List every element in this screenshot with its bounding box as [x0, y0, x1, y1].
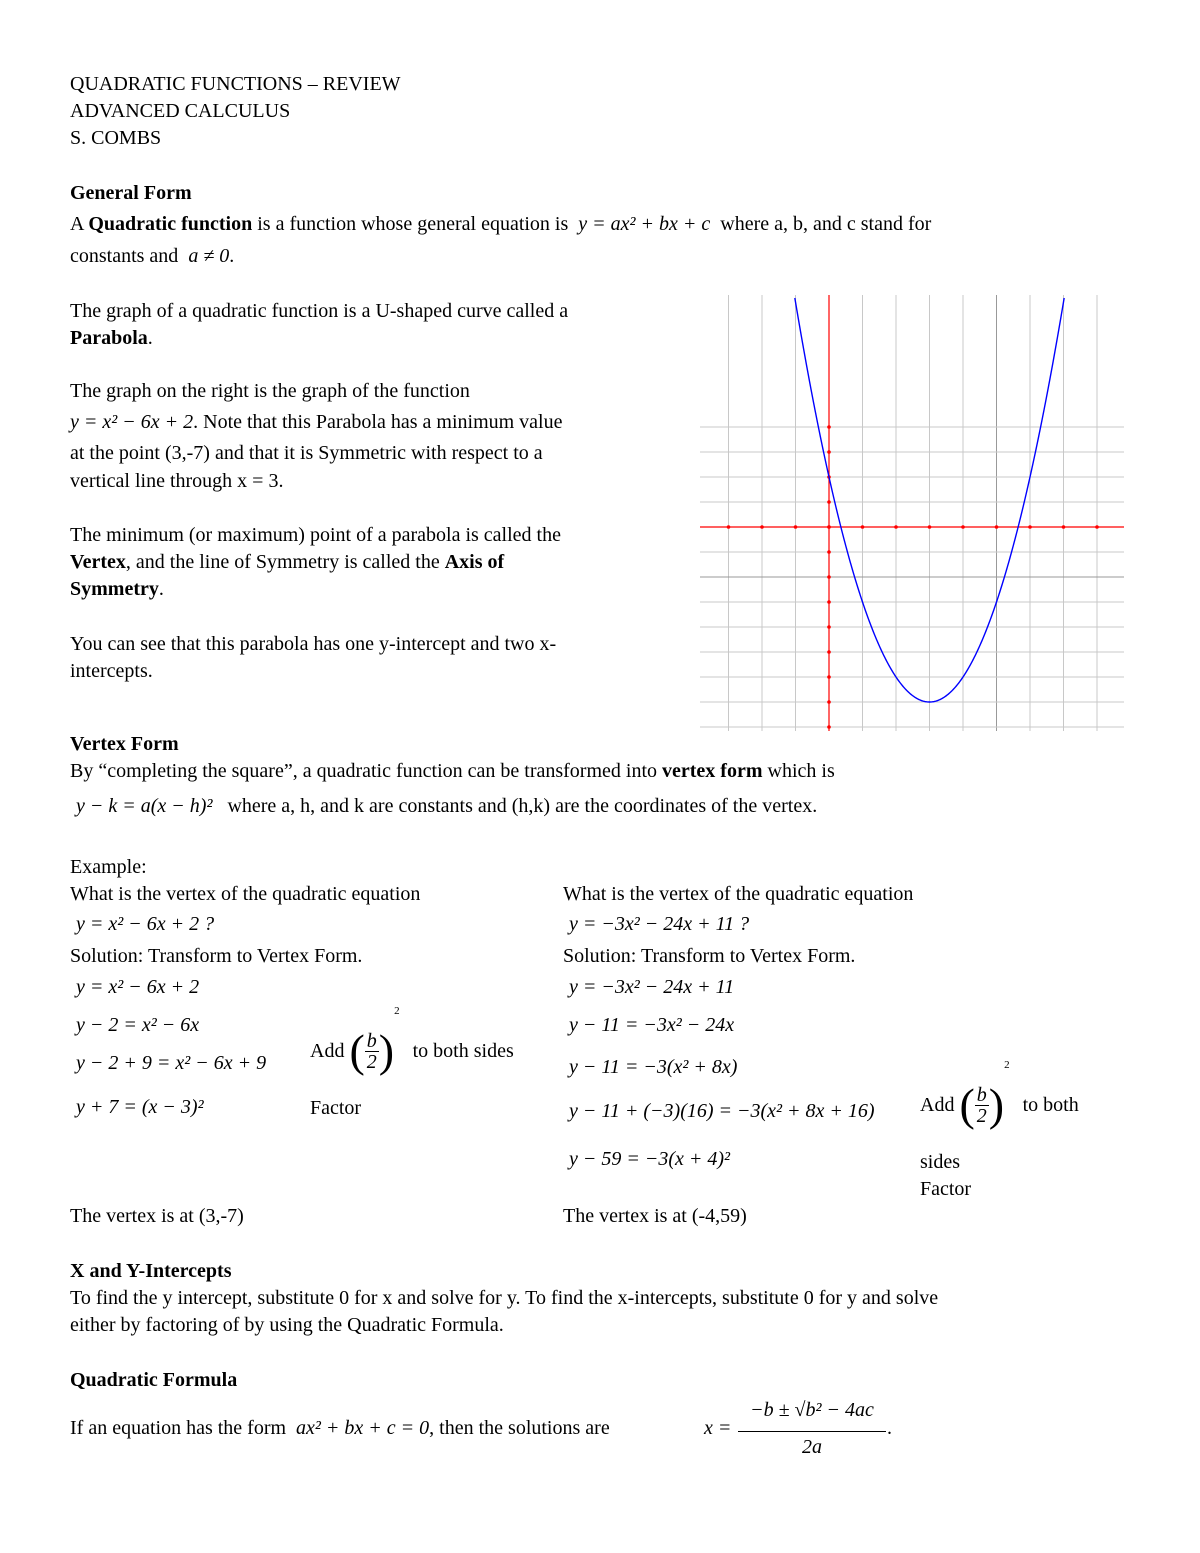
general-form-heading: General Form — [70, 182, 192, 204]
symmetry-term: Symmetry. — [70, 578, 164, 600]
left-question: What is the vertex of the quadratic equation — [70, 883, 421, 905]
parabola-text-1: The graph of a quadratic function is a U-shaped curve called a — [70, 300, 569, 322]
y-tick — [827, 525, 831, 529]
y-tick — [827, 550, 831, 554]
x-tick — [1028, 525, 1032, 529]
y-tick — [827, 425, 831, 429]
right-question: What is the vertex of the quadratic equation — [563, 883, 914, 905]
formula-period: . — [887, 1417, 892, 1439]
left-step-3: y − 2 + 9 = x² − 6x + 9 — [76, 1052, 267, 1074]
graph-function-eq: y = x² − 6x + 2. Note that this Parabola has a minimum value — [70, 411, 563, 433]
y-tick — [827, 500, 831, 504]
x-tick — [861, 525, 865, 529]
graph-grid — [700, 295, 1124, 731]
left-add-note: Add ( $\frac{b}{2}$ )$^2$ to both sides — [310, 1005, 514, 1076]
example-label: Example: — [70, 856, 147, 878]
right-step-5: y − 59 = −3(x + 4)² — [569, 1148, 731, 1170]
left-factor-note: Factor — [310, 1097, 362, 1119]
vertex-term-line: Vertex, and the line of Symmetry is called the Axis of — [70, 551, 505, 573]
general-form-line1: A Quadratic function is a function whose general equation is y = ax² + bx + c where a, b, and c stand for — [70, 213, 932, 235]
formula-denominator: 2a — [802, 1436, 822, 1458]
x-tick — [794, 525, 798, 529]
vertex-form-equation: y − k = a(x − h)² — [76, 795, 213, 817]
author: S. COMBS — [70, 127, 162, 149]
parabola-term: Parabola. — [70, 327, 153, 349]
y-tick — [827, 600, 831, 604]
course-name: ADVANCED CALCULUS — [70, 100, 291, 122]
x-tick — [1062, 525, 1066, 529]
left-answer: The vertex is at (3,-7) — [70, 1205, 244, 1227]
right-step-4: y − 11 + (−3)(16) = −3(x² + 8x + 16) — [569, 1100, 875, 1122]
right-step-3: y − 11 = −3(x² + 8x) — [569, 1056, 738, 1078]
left-step-1: y = x² − 6x + 2 — [76, 976, 200, 998]
right-step-1: y = −3x² − 24x + 11 — [569, 976, 735, 998]
intercepts-line1: To find the y intercept, substitute 0 for x and solve for y. To find the x-intercepts, substitute 0 for y and solve — [70, 1287, 939, 1309]
right-step-2: y − 11 = −3x² − 24x — [569, 1014, 735, 1036]
quadratic-formula-heading: Quadratic Formula — [70, 1369, 238, 1391]
graph-function-text: The graph on the right is the graph of the function — [70, 380, 470, 402]
left-step-4: y + 7 = (x − 3)² — [76, 1096, 204, 1118]
right-solution: Solution: Transform to Vertex Form. — [563, 945, 856, 967]
x-tick — [894, 525, 898, 529]
intercepts-heading: X and Y-Intercepts — [70, 1260, 232, 1282]
right-factor-note: Factor — [920, 1178, 972, 1200]
x-tick — [961, 525, 965, 529]
graph-vertex-text: at the point (3,-7) and that it is Symmetric with respect to a — [70, 442, 543, 464]
graph-symmetry-text: vertical line through x = 3. — [70, 470, 284, 492]
y-tick — [827, 625, 831, 629]
general-equation: y = ax² + bx + c — [578, 213, 711, 235]
right-sides-note: sides — [920, 1151, 960, 1173]
x-tick — [727, 525, 731, 529]
right-add-note: Add ( $\frac{b}{2}$ )$^2$ to both — [920, 1059, 1079, 1130]
y-tick — [827, 675, 831, 679]
y-tick — [827, 650, 831, 654]
y-tick — [827, 450, 831, 454]
intercepts-note-1: You can see that this parabola has one y-intercept and two x- — [70, 633, 557, 655]
formula-fraction-bar — [738, 1431, 886, 1432]
formula-x: x = — [704, 1417, 732, 1439]
x-tick — [928, 525, 932, 529]
intercepts-note-2: intercepts. — [70, 660, 153, 682]
right-answer: The vertex is at (-4,59) — [563, 1205, 747, 1227]
general-form-line2: constants and a ≠ 0. — [70, 245, 235, 267]
vertex-form-heading: Vertex Form — [70, 733, 179, 755]
x-tick — [995, 525, 999, 529]
left-solution: Solution: Transform to Vertex Form. — [70, 945, 363, 967]
y-tick — [827, 700, 831, 704]
intercepts-line2: either by factoring of by using the Quadratic Formula. — [70, 1314, 504, 1336]
vertex-form-line1: By “completing the square”, a quadratic function can be transformed into vertex form which is — [70, 760, 835, 782]
formula-numerator: −b ± √b² − 4ac — [750, 1399, 874, 1421]
vertex-form-line2: y − k = a(x − h)² where a, h, and k are constants and (h,k) are the coordinates of the vertex. — [76, 795, 818, 817]
y-tick — [827, 575, 831, 579]
quadratic-formula-line: If an equation has the form ax² + bx + c = 0, then the solutions are — [70, 1417, 610, 1439]
parabola-graph — [700, 295, 1124, 731]
left-equation: y = x² − 6x + 2 ? — [76, 913, 215, 935]
right-equation: y = −3x² − 24x + 11 ? — [569, 913, 750, 935]
x-tick — [1095, 525, 1099, 529]
left-step-2: y − 2 = x² − 6x — [76, 1014, 200, 1036]
vertex-def-text: The minimum (or maximum) point of a parabola is called the — [70, 524, 561, 546]
doc-title: QUADRATIC FUNCTIONS – REVIEW — [70, 73, 401, 95]
x-tick — [760, 525, 764, 529]
y-tick — [827, 725, 831, 729]
graph-axes — [700, 295, 1124, 731]
